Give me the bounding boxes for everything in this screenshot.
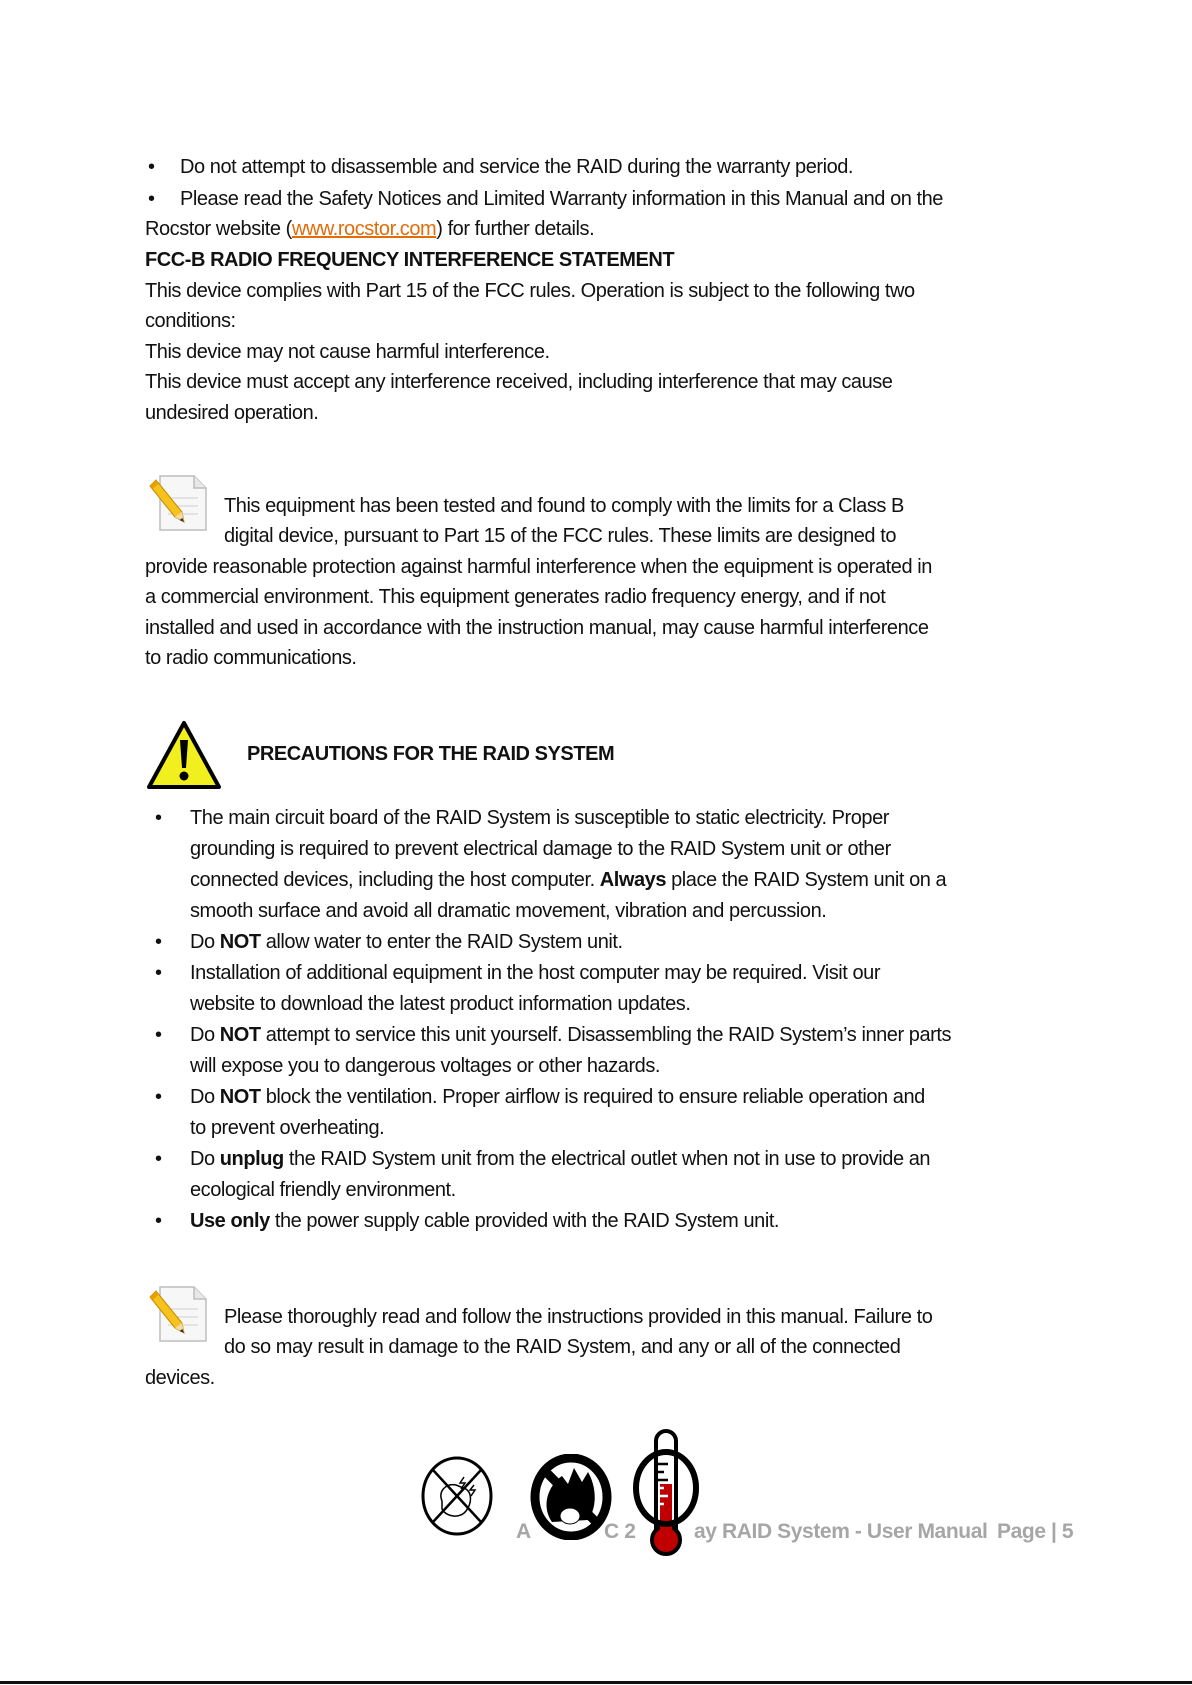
note2-line: devices. <box>145 1367 215 1389</box>
fcc-line: conditions: <box>145 310 236 332</box>
warning-triangle-icon <box>146 720 222 790</box>
note2-line: do so may result in damage to the RAID System, and any or all of the connected <box>224 1336 901 1358</box>
text-run: place the RAID System unit on a <box>666 869 947 891</box>
precaution-item-line: to prevent overheating. <box>190 1117 385 1139</box>
bullet-marker: • <box>155 1024 163 1046</box>
rocstor-website-pre: Rocstor website ( <box>145 218 292 240</box>
precaution-item-line <box>190 1147 930 1171</box>
precaution-item-line: ecological friendly environment. <box>190 1179 456 1201</box>
bullet-marker: • <box>155 1148 163 1170</box>
precaution-item-line <box>190 1085 925 1109</box>
note-pencil-icon <box>146 472 210 532</box>
page-number: Page | 5 <box>997 1520 1074 1543</box>
text-run: Do <box>190 1086 220 1108</box>
footer-title-part: C 2 <box>604 1520 636 1543</box>
note-pencil-icon <box>146 1283 210 1343</box>
precaution-item-line <box>190 1209 779 1233</box>
bullet-marker: • <box>155 807 163 829</box>
note1-line: digital device, pursuant to Part 15 of the FCC rules. These limits are designed to <box>224 525 896 547</box>
text-run: Do <box>190 931 220 953</box>
precaution-item-line <box>190 868 946 892</box>
precaution-item-line: The main circuit board of the RAID System is susceptible to static electricity. Proper <box>190 807 889 829</box>
note1-line: a commercial environment. This equipment generates radio frequency energy, and if not <box>145 586 886 608</box>
fcc-line: This device may not cause harmful interference. <box>145 341 550 363</box>
rocstor-website-link[interactable]: www.rocstor.com <box>291 218 437 240</box>
precaution-item-line: will expose you to dangerous voltages or other hazards. <box>190 1055 660 1077</box>
text-run: the RAID System unit from the electrical outlet when not in use to provide an <box>283 1148 931 1170</box>
text-run: Do <box>190 1148 220 1170</box>
precaution-item-line: website to download the latest product information updates. <box>190 993 691 1015</box>
bullet-marker: • <box>155 931 163 953</box>
fcc-heading: FCC-B RADIO FREQUENCY INTERFERENCE STATEMENT <box>145 249 675 271</box>
rocstor-website-post: ) for further details. <box>436 218 595 240</box>
note1-line: provide reasonable protection against harmful interference when the equipment is operated in <box>145 556 932 578</box>
text-run: attempt to service this unit yourself. Disassembling the RAID System’s inner parts <box>260 1024 952 1046</box>
fcc-line: This device complies with Part 15 of the FCC rules. Operation is subject to the following two <box>145 280 915 302</box>
rocstor-website-line <box>145 217 594 241</box>
emphasis-not: NOT <box>219 1024 261 1046</box>
emphasis-always: Always <box>599 869 667 891</box>
precaution-item-line: smooth surface and avoid all dramatic movement, vibration and percussion. <box>190 900 827 922</box>
bullet-marker: • <box>155 1210 163 1232</box>
no-fire-icon <box>530 1454 612 1540</box>
text-run: Do <box>190 1024 220 1046</box>
precaution-item-line <box>190 930 623 954</box>
temperature-thermometer-icon <box>632 1428 700 1558</box>
fcc-line: undesired operation. <box>145 402 319 424</box>
emphasis-not: NOT <box>219 1086 261 1108</box>
bullet-marker: • <box>148 156 156 178</box>
note1-line: This equipment has been tested and found to comply with the limits for a Class B <box>224 495 904 517</box>
bullet-marker: • <box>148 188 156 210</box>
warranty-bullet-text: Do not attempt to disassemble and service the RAID during the warranty period. <box>180 156 854 178</box>
fcc-line: This device must accept any interference received, including interference that may cause <box>145 371 893 393</box>
text-run: block the ventilation. Proper airflow is required to ensure reliable operation and <box>260 1086 925 1108</box>
bullet-marker: • <box>155 962 163 984</box>
text-run: allow water to enter the RAID System unit. <box>260 931 623 953</box>
footer-title: ay RAID System - User Manual <box>694 1520 988 1543</box>
text-run: connected devices, including the host computer. <box>190 869 600 891</box>
precaution-item-line: Installation of additional equipment in the host computer may be required. Visit our <box>190 962 881 984</box>
note1-line: installed and used in accordance with the instruction manual, may cause harmful interference <box>145 617 929 639</box>
text-run: the power supply cable provided with the RAID System unit. <box>269 1210 780 1232</box>
emphasis-use-only: Use only <box>190 1210 270 1232</box>
footer-title-part: A <box>516 1520 531 1543</box>
bullet-marker: • <box>155 1086 163 1108</box>
note2-line: Please thoroughly read and follow the instructions provided in this manual. Failure to <box>224 1306 933 1328</box>
precautions-heading: PRECAUTIONS FOR THE RAID SYSTEM <box>247 743 615 765</box>
note1-line: to radio communications. <box>145 647 357 669</box>
emphasis-unplug: unplug <box>219 1148 284 1170</box>
precaution-item-line <box>190 1023 951 1047</box>
emphasis-not: NOT <box>219 931 261 953</box>
no-static-electricity-icon <box>420 1455 494 1537</box>
precaution-item-line: grounding is required to prevent electrical damage to the RAID System unit or other <box>190 838 891 860</box>
page-bottom-edge <box>0 1681 1192 1684</box>
safety-notice-bullet-text: Please read the Safety Notices and Limited Warranty information in this Manual and on the <box>180 188 943 210</box>
